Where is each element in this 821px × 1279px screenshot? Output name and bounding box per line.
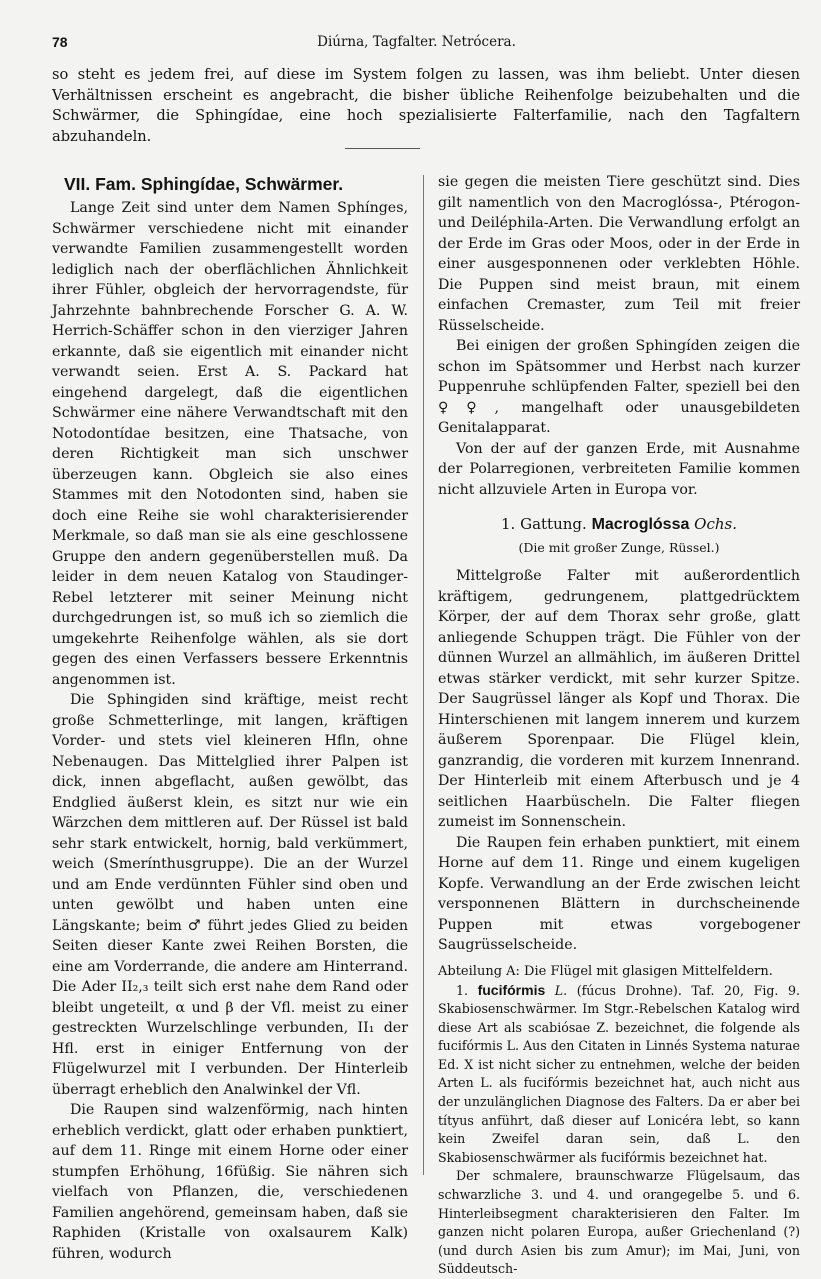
genus-name: Macroglóssa (592, 516, 690, 533)
left-paragraph: Die Sphingiden sind kräftige, meist recht große Schmetterlinge, mit langen, kräftigen Vorder- und stets viel kleineren Hfln, ohne Nebenaugen. Das Mittelglied ihrer Palpen ist dick, innen abgeflacht, außen gewölbt, das Endglied äußerst klein, es sitzt nur wie ein Wärzchen dem mittleren auf. Der Rüssel ist bald sehr stark entwickelt, hornig, bald verkümmert, weich (Smerínthusgruppe). Die an der Wurzel und am Ende verdünnten Fühler sind oben und unten gewölbt und haben unten eine Längskante; beim ♂ führt jedes Glied zu beiden Seiten dieser Kante zwei Reihen Borsten, die eine am Vorderrande, die andere am Hinterrand. Die Ader II₂,₃ teilt sich erst nahe dem Rand oder bleibt ungeteilt, α und β der Vfl. meist zu einer gestreckten Wurzelschlinge verbunden, II₁ der Hfl. erst in einiger Entfernung von der Flügelwurzel mit I verbunden. Der Hinterleib überragt erheblich den Analwinkel der Vfl. (52, 690, 408, 1100)
genus-subtitle: (Die mit großer Zunge, Rüssel.) (438, 538, 800, 559)
genus-heading (438, 514, 800, 536)
left-column (52, 172, 408, 1264)
section-separator (345, 148, 420, 149)
intro-paragraph (52, 65, 800, 147)
species-name: fucifórmis (478, 982, 546, 998)
family-heading: VII. Fam. Sphingídae, Schwärmer. (52, 172, 408, 196)
page-number: 78 (52, 34, 68, 50)
right-paragraph: Bei einigen der großen Sphingíden zeigen die schon im Spätsommer und Herbst nach kurzer Puppenruhe schlüpfenden Falter, speziell bei den ♀♀, mangelhaft oder unausgebildeten Genitalapparat. (438, 336, 800, 439)
species-author: L. (555, 983, 567, 998)
right-paragraph: sie gegen die meisten Tiere geschützt sind. Dies gilt namentlich von den Macroglóssa-, Ptérogon- und Deiléphila-Arten. Die Verwandlung erfolgt an der Erde im Gras oder Moos, oder in der Erde in einer ausgesponnenen oder verklebten Höhle. Die Puppen sind meist braun, mit einem einfachen Cremaster, zum Teil mit freier Rüsselscheide. (438, 172, 800, 336)
column-divider (423, 175, 424, 1175)
running-title: Diúrna, Tagfalter. Netrócera. (52, 34, 781, 50)
page-header (52, 34, 781, 54)
species-paragraph-2: Der schmalere, braunschwarze Flügelsaum, das schwarzliche 3. und 4. und orangegelbe 5. und 6. Hinterleibsegment charakterisieren den Falter. Im ganzen nicht polaren Europa, außer Griechenland (?) (und durch Asien bis zum Amur); im Mai, Juni, von Süddeutsch- (438, 1167, 800, 1279)
genus-paragraph: Die Raupen fein erhaben punktiert, mit einem Horne auf dem 11. Ringe und einem kugeligen Kopfe. Verwandlung an der Erde zwischen leicht versponnenen Blättern in durchscheinende Puppen mit etwas vorgebogener Saugrüsselscheide. (438, 833, 800, 956)
species-paragraph (438, 981, 800, 1168)
genus-prefix: 1. Gattung. (501, 515, 587, 533)
species-entry (438, 981, 800, 1279)
right-paragraph: Von der auf der ganzen Erde, mit Ausnahme der Polarregionen, verbreiteten Familie kommen nicht allzuviele Arten in Europa vor. (438, 439, 800, 501)
intro-text: so steht es jedem frei, auf diese im System folgen zu lassen, was ihm beliebt. Unter diesen Verhältnissen erscheint es angebracht, die bisher übliche Reihenfolge beizubehalten und die Schwärmer, die Sphingídae, eine hoch spezialisierte Falterfamilie, nach den Tagfaltern abzuhandeln. (52, 65, 800, 147)
left-paragraph: Die Raupen sind walzenförmig, nach hinten erheblich verdickt, glatt oder erhaben punktiert, auf dem 11. Ringe mit einem Horne oder einer stumpfen Erhöhung, 16füßig. Sie nähren sich vielfach von Pflanzen, die, verschiedenen Familien angehörend, gemeinsam haben, daß sie Raphiden (Kristalle von oxalsaurem Kalk) führen, wodurch (52, 1100, 408, 1264)
genus-paragraph: Mittelgroße Falter mit außerordentlich kräftigem, gedrungenem, plattgedrücktem Körper, der auf dem Thorax sehr große, glatt anliegende Schuppen trägt. Die Fühler von der dünnen Wurzel an allmählich, im äußeren Drittel etwas stärker verdickt, mit sehr kurzer Spitze. Der Saugrüssel länger als Kopf und Thorax. Die Hinterschienen mit langem innerem und kurzem äußerem Sporenpaar. Die Flügel klein, ganzrandig, die vorderen mit kurzem Innenrand. Der Hinterleib mit einem Afterbusch und je 4 seitlichen Haarbüscheln. Die Falter fliegen zumeist im Sonnenschein. (438, 566, 800, 833)
left-paragraph: Lange Zeit sind unter dem Namen Sphínges, Schwärmer verschiedene nicht mit einander verwandte Familien zusammengestellt worden lediglich nach der oberflächlichen Ähnlichkeit ihrer Fühler, obgleich der hervorragendste, für Jahrzehnte bahnbrechende Forscher G. A. W. Herrich-Schäffer schon in den vierziger Jahren erkannte, daß sie eigentlich mit einander nicht verwandt seien. Erst A. S. Packard hat eingehend dargelegt, daß die eigentlichen Schwärmer eine nähere Verwandtschaft mit den Notodontídae besitzen, eine Thatsache, von deren Richtigkeit man sich unschwer überzeugen kann. Obgleich sie also eines Stammes mit den Notodonten sind, haben sie doch eine Reihe sie wohl charakterisierender Merkmale, so daß man sie als eine geschlossene Gruppe den andern gegenüberstellen muß. Da leider in dem neuen Katalog von Staudinger-Rebel letzterer mit seiner Meinung nicht durchgedrungen ist, so muß ich so ziemlich die umgekehrte Reihenfolge wählen, als sie dort gegen des einen Verfassers bessere Erkenntnis angenommen ist. (52, 198, 408, 690)
species-number: 1. (456, 983, 468, 998)
species-text: (fúcus Drohne). Taf. 20, Fig. 9. Skabiosenschwärmer. Im Stgr.-Rebelschen Katalog wird diese Art als scabiósae Z. bezeichnet, die folgende als fucifórmis L. Aus den Citaten in Linnés Systema naturae Ed. X ist nicht sicher zu entnehmen, welche der beiden Arten L. als fucifórmis bezeichnet hat, auch nicht aus der unzulänglichen Diagnose des Falters. Da er aber bei títyus anführt, daß dieser auf Lonicéra lebt, so kann kein Zweifel daran sein, daß L. den Skabiosenschwärmer als fucifórmis bezeichnet hat. (438, 983, 800, 1165)
genus-author: Ochs. (694, 515, 737, 533)
abteilung-heading: Abteilung A: Die Flügel mit glasigen Mittelfeldern. (438, 962, 800, 981)
right-column (438, 172, 800, 1279)
